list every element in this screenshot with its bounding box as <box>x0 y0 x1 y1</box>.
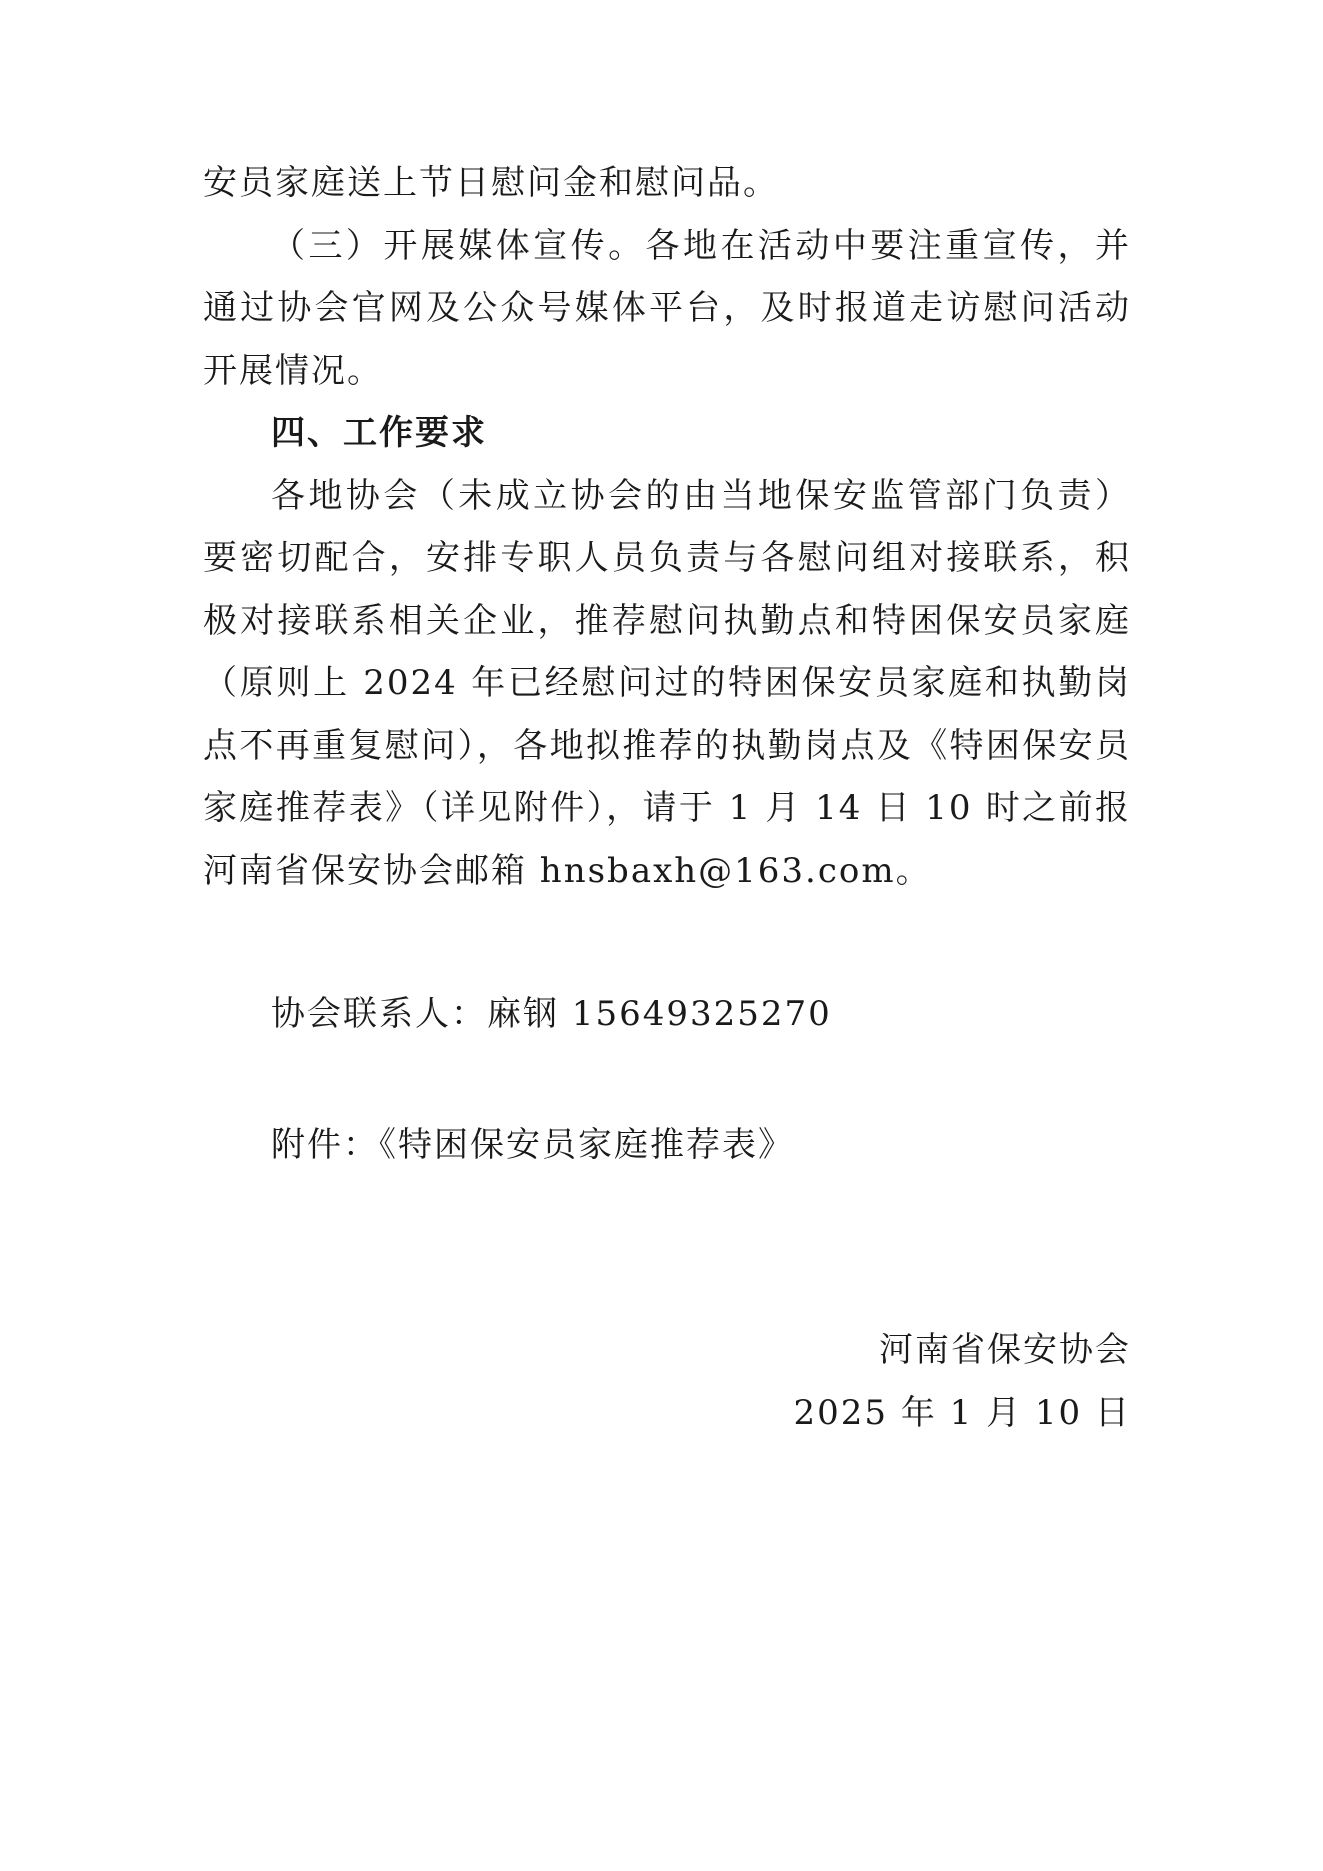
attachment-line: 附件：《特困保安员家庭推荐表》 <box>271 1125 794 1165</box>
paragraph-continuation: 安员家庭送上节日慰问金和慰问品。 <box>203 163 779 203</box>
paragraph-media-publicity: （三）开展媒体宣传。各地在活动中要注重宣传，并通过协会官网及公众号媒体平台，及时报道走访慰问活动开展情况。 <box>203 225 1131 391</box>
contact-line: 协会联系人：麻钢 15649325270 <box>271 994 832 1034</box>
document-body <box>203 152 1131 902</box>
signature-date: 2025 年 1 月 10 日 <box>793 1393 1131 1433</box>
signature-organization: 河南省保安协会 <box>879 1330 1131 1370</box>
paragraph-work-requirements: 各地协会（未成立协会的由当地保安监管部门负责）要密切配合，安排专职人员负责与各慰问组对接联系，积极对接联系相关企业，推荐慰问执勤点和特困保安员家庭（原则上 2024 年已经慰问过的特困保安员家庭和执勤岗点不再重复慰问），各地拟推荐的执勤岗点及《特困保安员家庭推荐表》（详见附件），请于 1 月 14 日 10 时之前报河南省保安协会邮箱 hnsbaxh@163.com。 <box>203 475 1131 891</box>
section-heading-work-requirements: 四、工作要求 <box>271 413 487 453</box>
